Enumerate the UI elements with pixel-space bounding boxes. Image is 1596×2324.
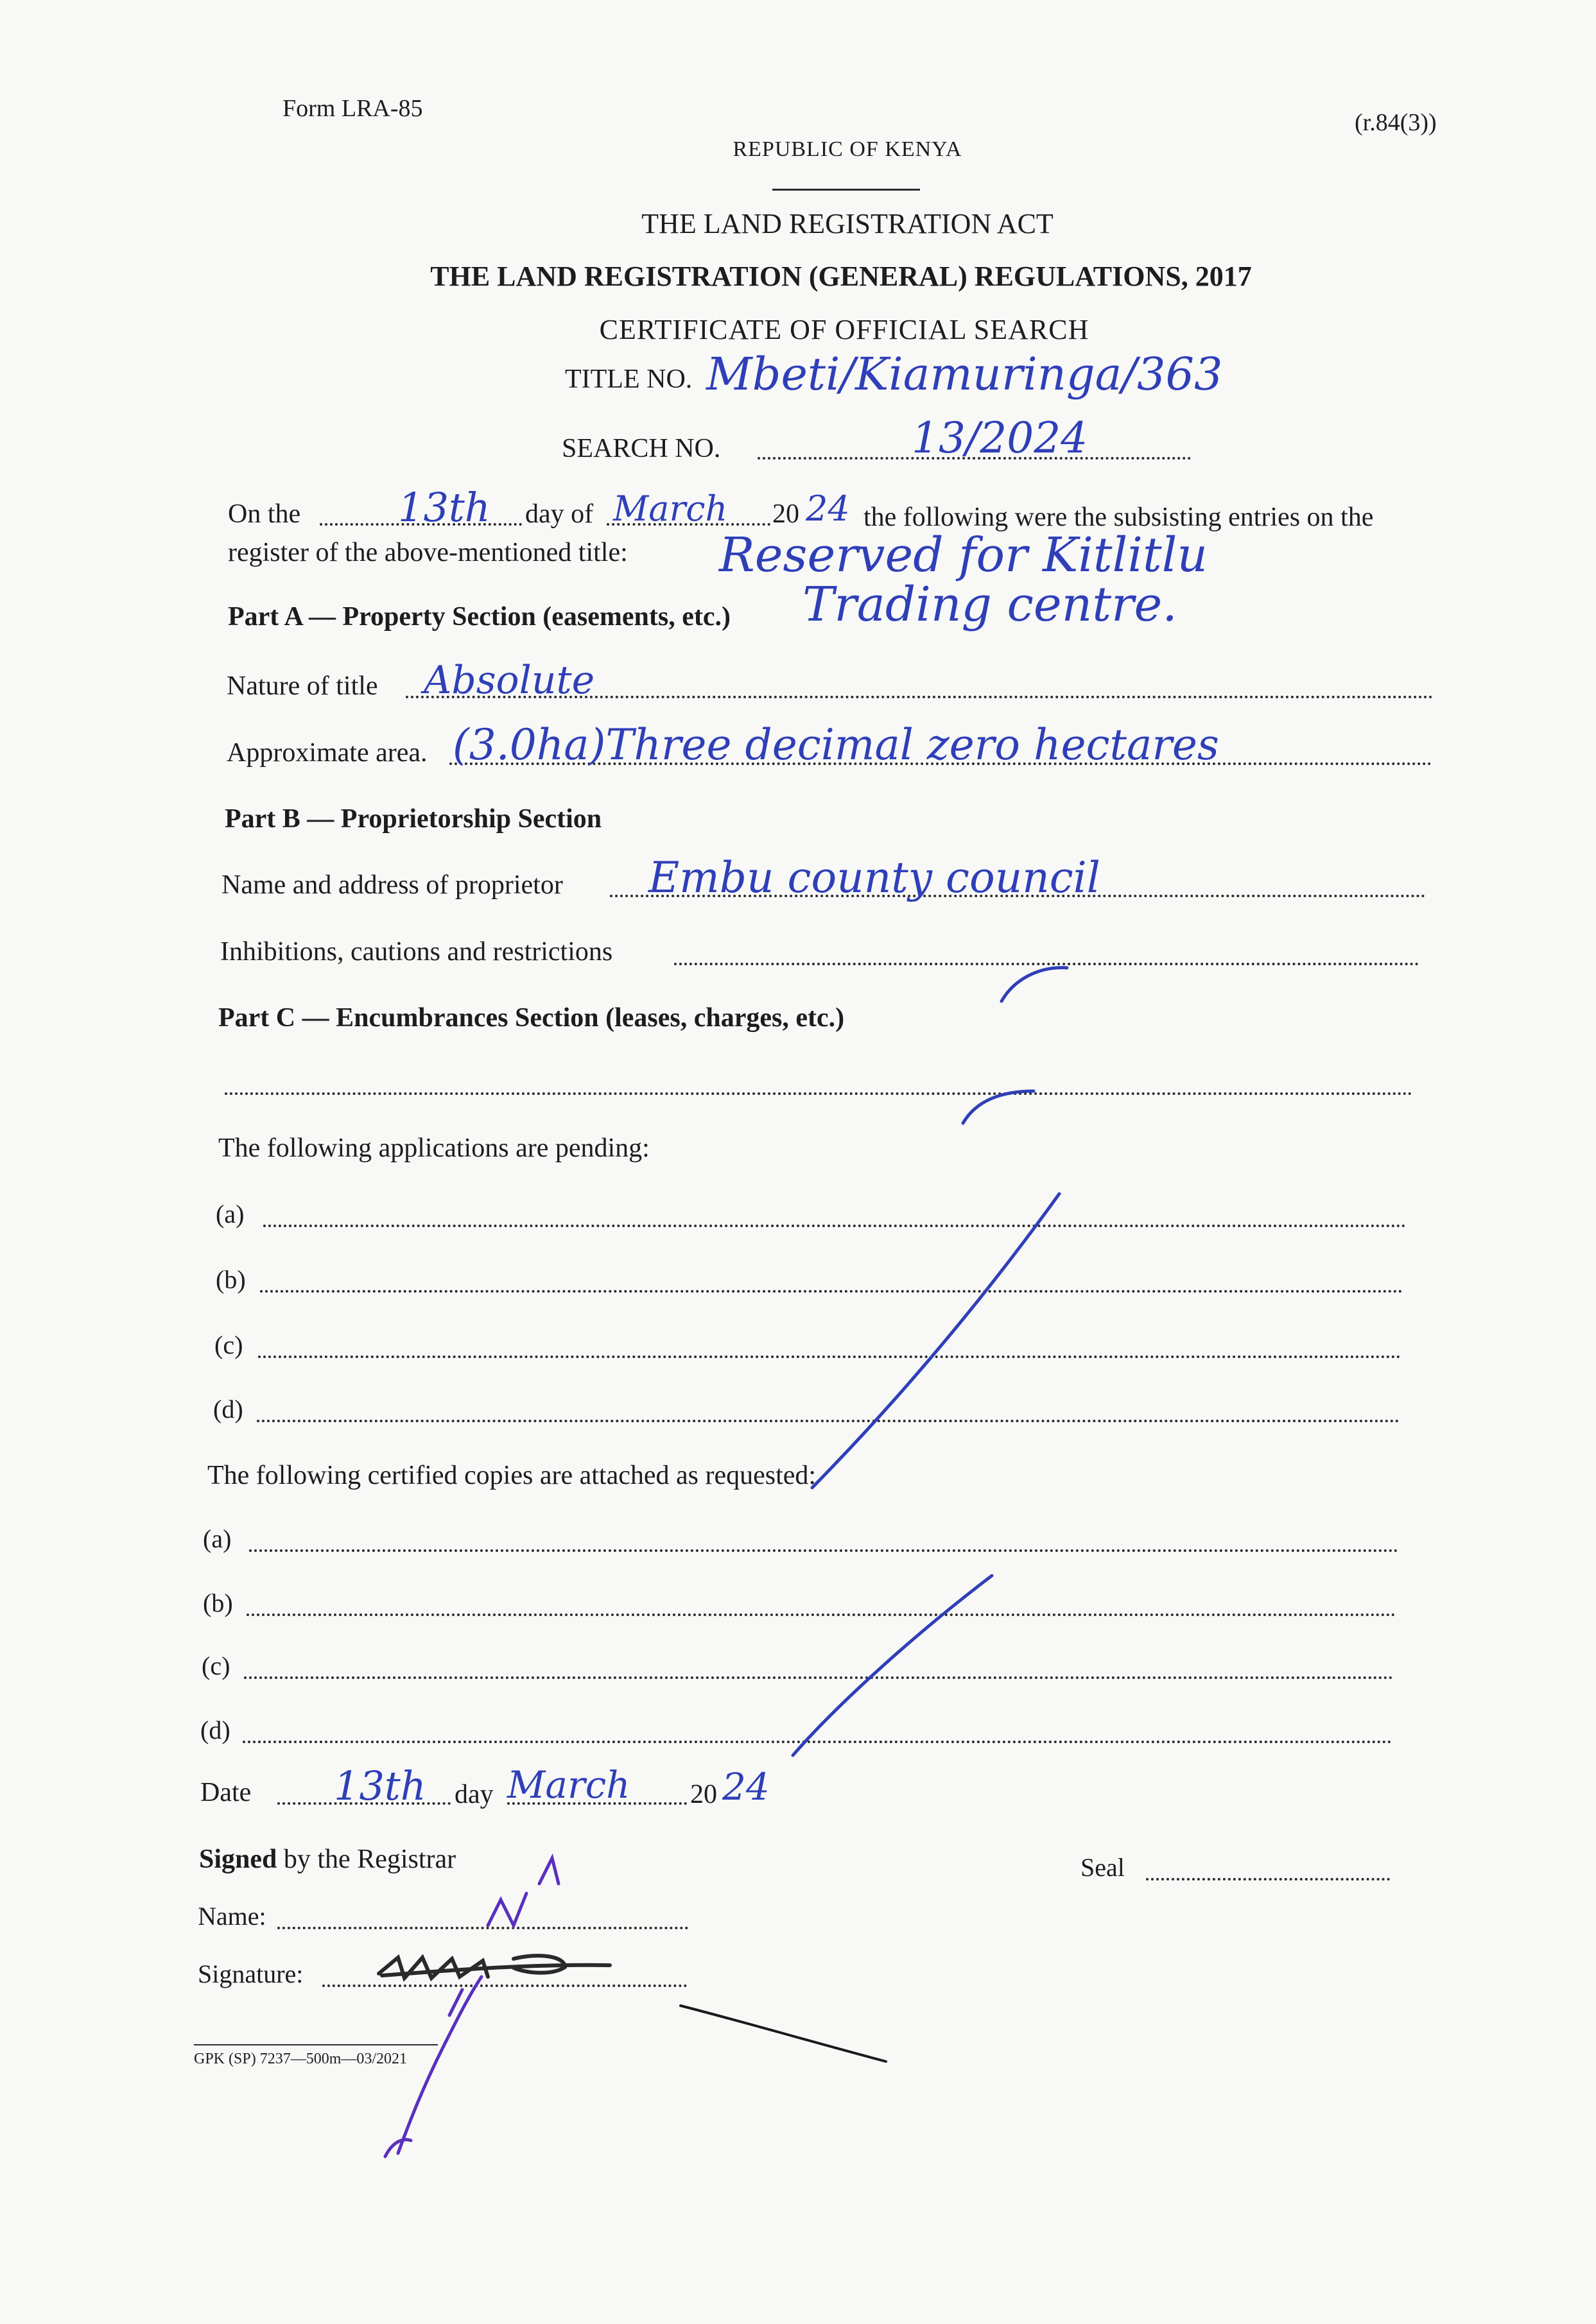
date-day-value: 13th bbox=[334, 1762, 426, 1809]
seal-label: Seal bbox=[1080, 1853, 1125, 1882]
inhibitions-label: Inhibitions, cautions and restrictions bbox=[220, 937, 613, 967]
regulations-heading: THE LAND REGISTRATION (GENERAL) REGULATIONS, 2017 bbox=[430, 261, 1252, 292]
date-month-value: March bbox=[507, 1763, 630, 1807]
register-remark-line2: Trading centre. bbox=[802, 577, 1177, 632]
pending-item-a: (a) bbox=[216, 1200, 245, 1228]
pending-item-d: (d) bbox=[213, 1395, 243, 1424]
date-day-label: day bbox=[455, 1780, 494, 1809]
intro-day-value: 13th bbox=[398, 484, 490, 531]
approximate-area-value: (3.0ha)Three decimal zero hectares bbox=[453, 720, 1219, 770]
official-stamp bbox=[385, 1858, 559, 2156]
republic-heading: REPUBLIC OF KENYA bbox=[733, 137, 962, 161]
copies-strike-line bbox=[793, 1576, 992, 1755]
intro-year-value: 24 bbox=[806, 488, 850, 529]
day-of-label: day of bbox=[525, 499, 594, 529]
part-b-check-mark bbox=[1002, 968, 1067, 1001]
proprietor-value: Embu county council bbox=[648, 853, 1100, 902]
registrar-name-label: Name: bbox=[198, 1902, 266, 1931]
form-number: Form LRA-85 bbox=[282, 95, 423, 122]
intro-month-value: March bbox=[613, 488, 728, 529]
pending-item-b: (b) bbox=[216, 1265, 246, 1294]
registrar-signature bbox=[379, 1956, 610, 1978]
act-heading: THE LAND REGISTRATION ACT bbox=[641, 208, 1054, 239]
copies-item-c: (c) bbox=[202, 1651, 230, 1680]
nature-of-title-value: Absolute bbox=[424, 658, 595, 703]
registrar-signature-label: Signature: bbox=[198, 1959, 304, 1988]
register-remark-line1: Reserved for Kitlitlu bbox=[719, 528, 1208, 583]
search-no-value: 13/2024 bbox=[912, 413, 1088, 463]
title-no-label: TITLE NO. bbox=[565, 365, 693, 394]
register-text: register of the above-mentioned title: bbox=[228, 538, 628, 567]
on-the-label: On the bbox=[228, 499, 301, 529]
signed-by-rest: by the Registrar bbox=[283, 1845, 456, 1874]
approximate-area-label: Approximate area. bbox=[227, 738, 428, 768]
copies-heading: The following certified copies are attached as requested: bbox=[207, 1461, 817, 1490]
date-label: Date bbox=[200, 1778, 252, 1807]
nature-of-title-label: Nature of title bbox=[227, 671, 378, 701]
intro-following-text: the following were the subsisting entries on the bbox=[863, 503, 1374, 532]
copies-item-d: (d) bbox=[200, 1716, 230, 1744]
pending-item-c: (c) bbox=[214, 1330, 243, 1359]
date-year-prefix: 20 bbox=[690, 1780, 717, 1809]
search-no-label: SEARCH NO. bbox=[562, 434, 721, 463]
date-year-value: 24 bbox=[722, 1765, 770, 1809]
certificate-heading: CERTIFICATE OF OFFICIAL SEARCH bbox=[599, 314, 1089, 345]
printer-reference: GPK (SP) 7237—500m—03/2021 bbox=[194, 2051, 408, 2067]
intro-year-prefix: 20 bbox=[772, 499, 799, 529]
title-no-value: Mbeti/Kiamuringa/363 bbox=[706, 348, 1223, 400]
pending-heading: The following applications are pending: bbox=[218, 1133, 650, 1163]
proprietor-label: Name and address of proprietor bbox=[221, 870, 563, 900]
pending-strike-line bbox=[812, 1194, 1059, 1488]
part-b-heading: Part B — Proprietorship Section bbox=[225, 804, 602, 834]
part-a-heading: Part A — Property Section (easements, etc.) bbox=[228, 602, 731, 632]
signed-word: Signed bbox=[199, 1845, 277, 1874]
part-c-check-mark bbox=[963, 1091, 1034, 1123]
part-c-heading: Part C — Encumbrances Section (leases, charges, etc.) bbox=[218, 1003, 845, 1033]
copies-item-a: (a) bbox=[203, 1524, 232, 1553]
copies-item-b: (b) bbox=[203, 1588, 233, 1617]
seal-stroke bbox=[681, 2006, 886, 2061]
rule-reference: (r.84(3)) bbox=[1355, 109, 1437, 136]
